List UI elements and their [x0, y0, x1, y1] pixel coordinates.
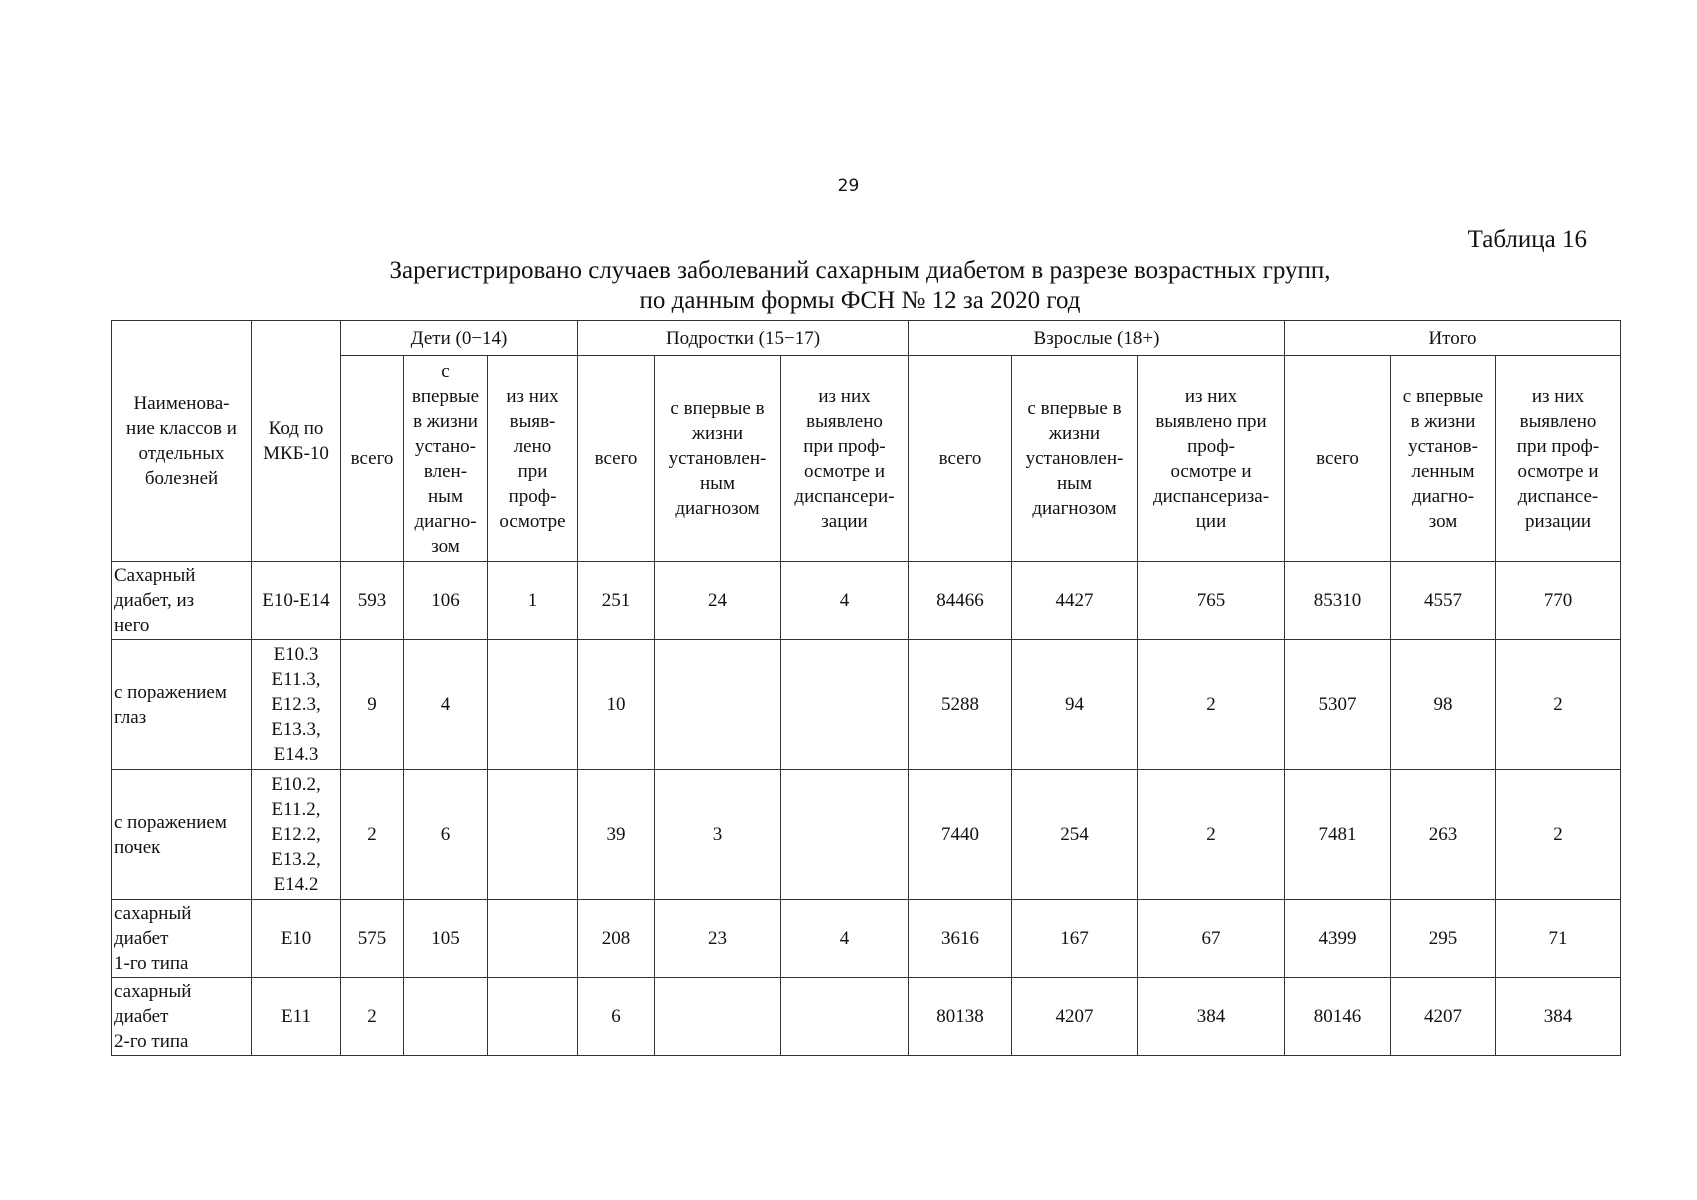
row-value: 4207 [1012, 978, 1138, 1056]
row-value: 770 [1496, 562, 1621, 640]
row-value: 384 [1138, 978, 1285, 1056]
row-value: 4399 [1285, 900, 1391, 978]
row-value: 1 [488, 562, 578, 640]
row-value: 39 [578, 770, 655, 900]
diabetes-table [111, 320, 1621, 1056]
row-value: 3616 [909, 900, 1012, 978]
row-value [488, 770, 578, 900]
header-children-all: всего [341, 356, 404, 562]
header-total-prof: из них выявлено при проф- осмотре и диспансе- ризации [1496, 356, 1621, 562]
row-value: 251 [578, 562, 655, 640]
row-value: 593 [341, 562, 404, 640]
row-code: E10.2, E11.2, E12.2, E13.2, E14.2 [252, 770, 341, 900]
header-total-all: всего [1285, 356, 1391, 562]
row-name: с поражением почек [112, 770, 252, 900]
row-code: E10 [252, 900, 341, 978]
header-children-prof: из них выяв- лено при проф- осмотре [488, 356, 578, 562]
row-name: с поражением глаз [112, 640, 252, 770]
row-value: 4 [781, 900, 909, 978]
header-group-teens: Подростки (15−17) [578, 321, 909, 356]
header-adults-all: всего [909, 356, 1012, 562]
row-value: 71 [1496, 900, 1621, 978]
row-value: 6 [578, 978, 655, 1056]
row-value: 5288 [909, 640, 1012, 770]
row-value [404, 978, 488, 1056]
row-value: 67 [1138, 900, 1285, 978]
row-value [781, 770, 909, 900]
row-value: 4427 [1012, 562, 1138, 640]
row-value: 254 [1012, 770, 1138, 900]
row-value: 765 [1138, 562, 1285, 640]
row-value: 384 [1496, 978, 1621, 1056]
row-value: 7481 [1285, 770, 1391, 900]
row-value: 9 [341, 640, 404, 770]
row-value: 80146 [1285, 978, 1391, 1056]
caption-line-1: Зарегистрировано случаев заболеваний сахарным диабетом в разрезе возрастных групп, [389, 257, 1331, 284]
row-value: 208 [578, 900, 655, 978]
table-row [112, 770, 1621, 900]
row-code: E11 [252, 978, 341, 1056]
row-value: 2 [1138, 770, 1285, 900]
header-total-first: с впервые в жизни установ- ленным диагно- зом [1391, 356, 1496, 562]
row-value: 80138 [909, 978, 1012, 1056]
header-teens-first: с впервые в жизни установлен- ным диагнозом [655, 356, 781, 562]
row-value: 24 [655, 562, 781, 640]
row-value: 2 [1138, 640, 1285, 770]
row-value: 2 [341, 978, 404, 1056]
row-value: 4557 [1391, 562, 1496, 640]
page-number: 29 [837, 176, 860, 196]
table-row [112, 640, 1621, 770]
row-value: 23 [655, 900, 781, 978]
row-value: 10 [578, 640, 655, 770]
row-name: сахарный диабет 1-го типа [112, 900, 252, 978]
row-value: 98 [1391, 640, 1496, 770]
table-row [112, 900, 1621, 978]
row-value: 2 [341, 770, 404, 900]
table-label: Таблица 16 [1467, 226, 1587, 253]
row-value: 167 [1012, 900, 1138, 978]
row-value: 4 [781, 562, 909, 640]
row-value: 106 [404, 562, 488, 640]
table-row [112, 562, 1621, 640]
row-value: 575 [341, 900, 404, 978]
header-adults-first: с впервые в жизни установлен- ным диагнозом [1012, 356, 1138, 562]
header-adults-prof: из них выявлено при проф- осмотре и диспансериза- ции [1138, 356, 1285, 562]
header-group-adults: Взрослые (18+) [909, 321, 1285, 356]
row-value: 2 [1496, 770, 1621, 900]
row-value: 85310 [1285, 562, 1391, 640]
header-group-children: Дети (0−14) [341, 321, 578, 356]
header-code: Код по МКБ-10 [252, 321, 341, 562]
row-value [655, 640, 781, 770]
row-value: 4207 [1391, 978, 1496, 1056]
row-code: E10-E14 [252, 562, 341, 640]
row-value [655, 978, 781, 1056]
table-caption [110, 256, 1610, 316]
header-children-first: с впервые в жизни устано- влен- ным диагно- зом [404, 356, 488, 562]
row-value: 2 [1496, 640, 1621, 770]
row-value: 7440 [909, 770, 1012, 900]
row-value: 5307 [1285, 640, 1391, 770]
header-group-total: Итого [1285, 321, 1621, 356]
row-value [488, 640, 578, 770]
row-name: Сахарный диабет, из него [112, 562, 252, 640]
caption-line-2: по данным формы ФСН № 12 за 2020 год [639, 287, 1081, 314]
header-name: Наименова- ние классов и отдельных болезней [112, 321, 252, 562]
row-code: E10.3 E11.3, E12.3, E13.3, E14.3 [252, 640, 341, 770]
table-body [112, 562, 1621, 1056]
row-value: 295 [1391, 900, 1496, 978]
row-value [781, 640, 909, 770]
row-value: 4 [404, 640, 488, 770]
row-value [488, 900, 578, 978]
row-value: 84466 [909, 562, 1012, 640]
row-value [488, 978, 578, 1056]
row-value: 94 [1012, 640, 1138, 770]
header-teens-prof: из них выявлено при проф- осмотре и диспансери- зации [781, 356, 909, 562]
table-row [112, 978, 1621, 1056]
row-name: сахарный диабет 2-го типа [112, 978, 252, 1056]
row-value: 263 [1391, 770, 1496, 900]
header-teens-all: всего [578, 356, 655, 562]
row-value: 6 [404, 770, 488, 900]
row-value: 105 [404, 900, 488, 978]
row-value: 3 [655, 770, 781, 900]
row-value [781, 978, 909, 1056]
